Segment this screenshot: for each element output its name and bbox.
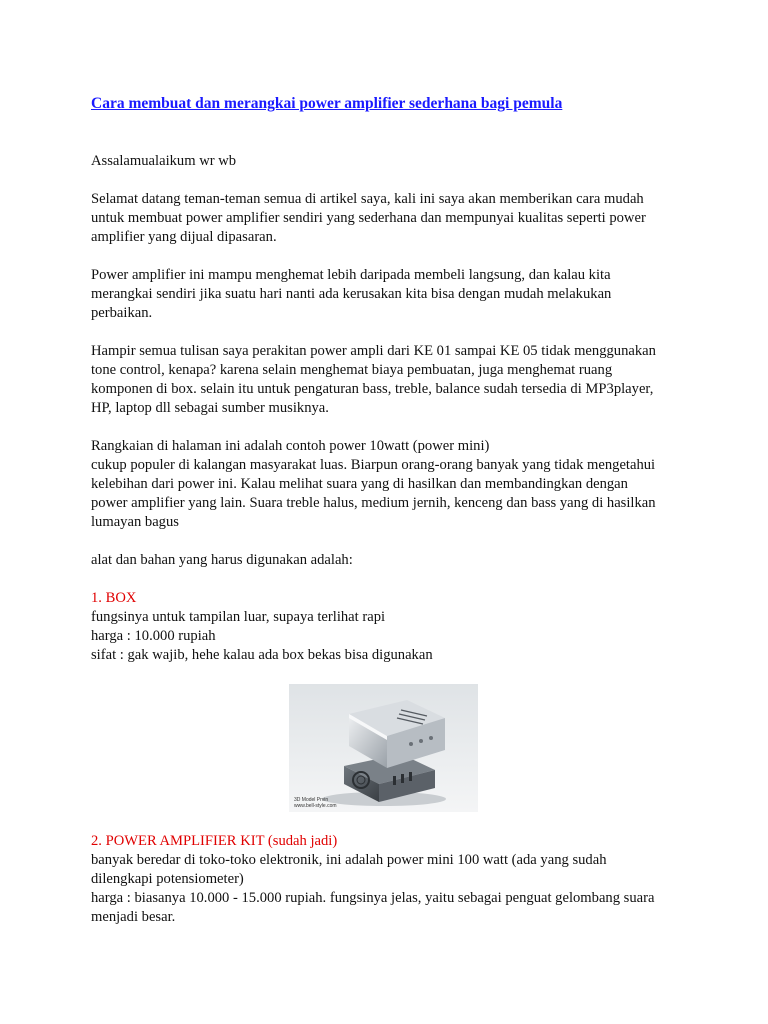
text-line: tone control, kenapa? karena selain menghemat biaya pembuatan, juga menghemat ruang (91, 362, 613, 378)
text-line: merangkai sendiri jika suatu hari nanti ada kerusakan kita bisa dengan mudah melakukan (91, 286, 612, 302)
text-line: cukup populer di kalangan masyarakat luas. Biarpun orang-orang banyak yang tidak mengetahui (91, 457, 656, 473)
paragraph-circuit (91, 437, 691, 532)
item-power-amplifier-kit (91, 832, 691, 927)
text-line: Rangkaian di halaman ini adalah contoh power 10watt (power mini) (91, 438, 490, 454)
text-line: HP, laptop dll sebagai sumber musiknya. (91, 400, 329, 416)
box-enclosure-image (289, 684, 478, 812)
text-line: dilengkapi potensiometer) (91, 871, 244, 887)
text-line: lumayan bagus (91, 514, 179, 530)
text-line: Hampir semua tulisan saya perakitan power ampli dari KE 01 sampai KE 05 tidak menggunakan (91, 343, 656, 359)
article-title-link[interactable]: Cara membuat dan merangkai power amplifier sederhana bagi pemula (91, 95, 563, 112)
text-line: untuk membuat power amplifier sendiri yang sederhana dan mempunyai kualitas seperti power (91, 210, 646, 226)
text-line: harga : 10.000 rupiah (91, 628, 216, 644)
materials-intro: alat dan bahan yang harus digunakan adalah: (91, 552, 353, 568)
paragraph-tone-control (91, 342, 691, 418)
text-line: Selamat datang teman-teman semua di artikel saya, kali ini saya akan memberikan cara mudah (91, 191, 644, 207)
text-line: power amplifier yang lain. Suara treble halus, medium jernih, kenceng dan bass yang di hasilkan (91, 495, 656, 511)
text-line: Power amplifier ini mampu menghemat lebih daripada membeli langsung, dan kalau kita (91, 267, 611, 283)
text-line: banyak beredar di toko-toko elektronik, ini adalah power mini 100 watt (ada yang sudah (91, 852, 607, 868)
text-line: komponen di box. selain itu untuk pengaturan bass, treble, balance sudah tersedia di MP3player, (91, 381, 654, 397)
text-line: harga : biasanya 10.000 - 15.000 rupiah. fungsinya jelas, yaitu sebagai penguat gelombang suara (91, 890, 655, 906)
greeting: Assalamualaikum wr wb (91, 153, 237, 169)
text-line: perbaikan. (91, 305, 153, 321)
item-heading-amplifier-kit (91, 832, 691, 851)
text-line: sifat : gak wajib, hehe kalau ada box bekas bisa digunakan (91, 647, 433, 663)
image-watermark: 3D Model Prvin (294, 797, 329, 803)
paragraph-intro (91, 190, 691, 247)
text-line: fungsinya untuk tampilan luar, supaya terlihat rapi (91, 609, 386, 625)
text-line: menjadi besar. (91, 909, 176, 925)
paragraph-savings (91, 266, 691, 323)
item-heading-box: 1. BOX (91, 590, 137, 606)
document-body (91, 94, 691, 946)
text-line: kelebihan dari power ini. Kalau melihat suara yang di hasilkan dan membandingkan dengan (91, 476, 628, 492)
image-watermark-url: www.bell-style.com (294, 803, 337, 809)
item-box (91, 589, 691, 665)
text-line: amplifier yang dijual dipasaran. (91, 229, 277, 245)
heading-text: 2. POWER AMPLIFIER KIT (91, 833, 265, 849)
heading-suffix: (sudah jadi) (264, 833, 338, 849)
